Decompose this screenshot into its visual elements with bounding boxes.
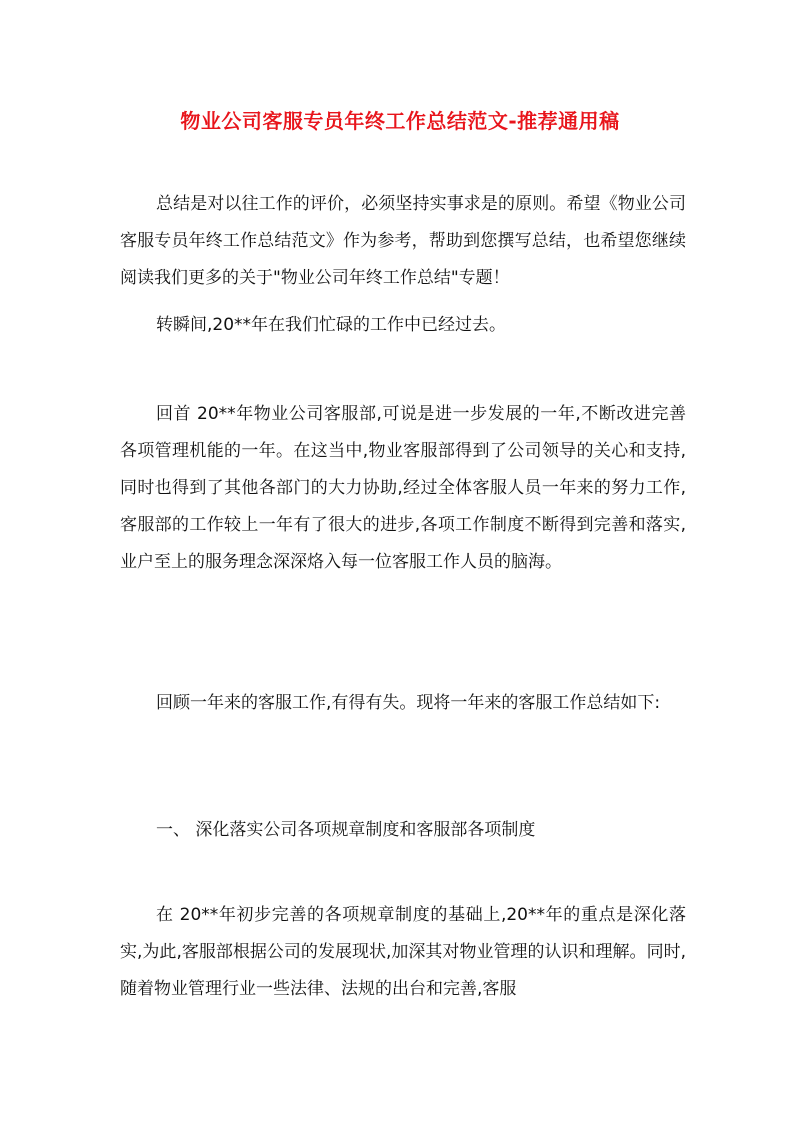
- time-paragraph: 转瞬间,20**年在我们忙碌的工作中已经过去。: [156, 315, 507, 335]
- intro-paragraph: 总结是对以往工作的评价，必须坚持实事求是的原则。希望《物业公司客服专员年终工作总结范文》作为参考，帮助到您撰写总结，也希望您继续阅读我们更多的关于"物业公司年终工作总结"专题！: [120, 194, 686, 288]
- section-body-paragraph: 在 20**年初步完善的各项规章制度的基础上,20**年的重点是深化落实,为此,客服部根据公司的发展现状,加深其对物业管理的认识和理解。同时,随着物业管理行业一些法律、法规的出台和完善,客服: [120, 905, 686, 999]
- document-title: 物业公司客服专员年终工作总结范文-推荐通用稿: [180, 109, 620, 133]
- review-paragraph: 回首 20**年物业公司客服部,可说是进一步发展的一年,不断改进完善各项管理机能的一年。在这当中,物业客服部得到了公司领导的关心和支持,同时也得到了其他各部门的大力协助,经过全体客服人员一年来的努力工作,客服部的工作较上一年有了很大的进步,各项工作制度不断得到完善和落实, 业户至上的服务理念深深烙入每一位客服工作人员的脑海。: [120, 404, 686, 572]
- lookback-paragraph: 回顾一年来的客服工作,有得有失。现将一年来的客服工作总结如下:: [156, 693, 661, 713]
- section-heading: 一、 深化落实公司各项规章制度和客服部各项制度: [156, 820, 536, 840]
